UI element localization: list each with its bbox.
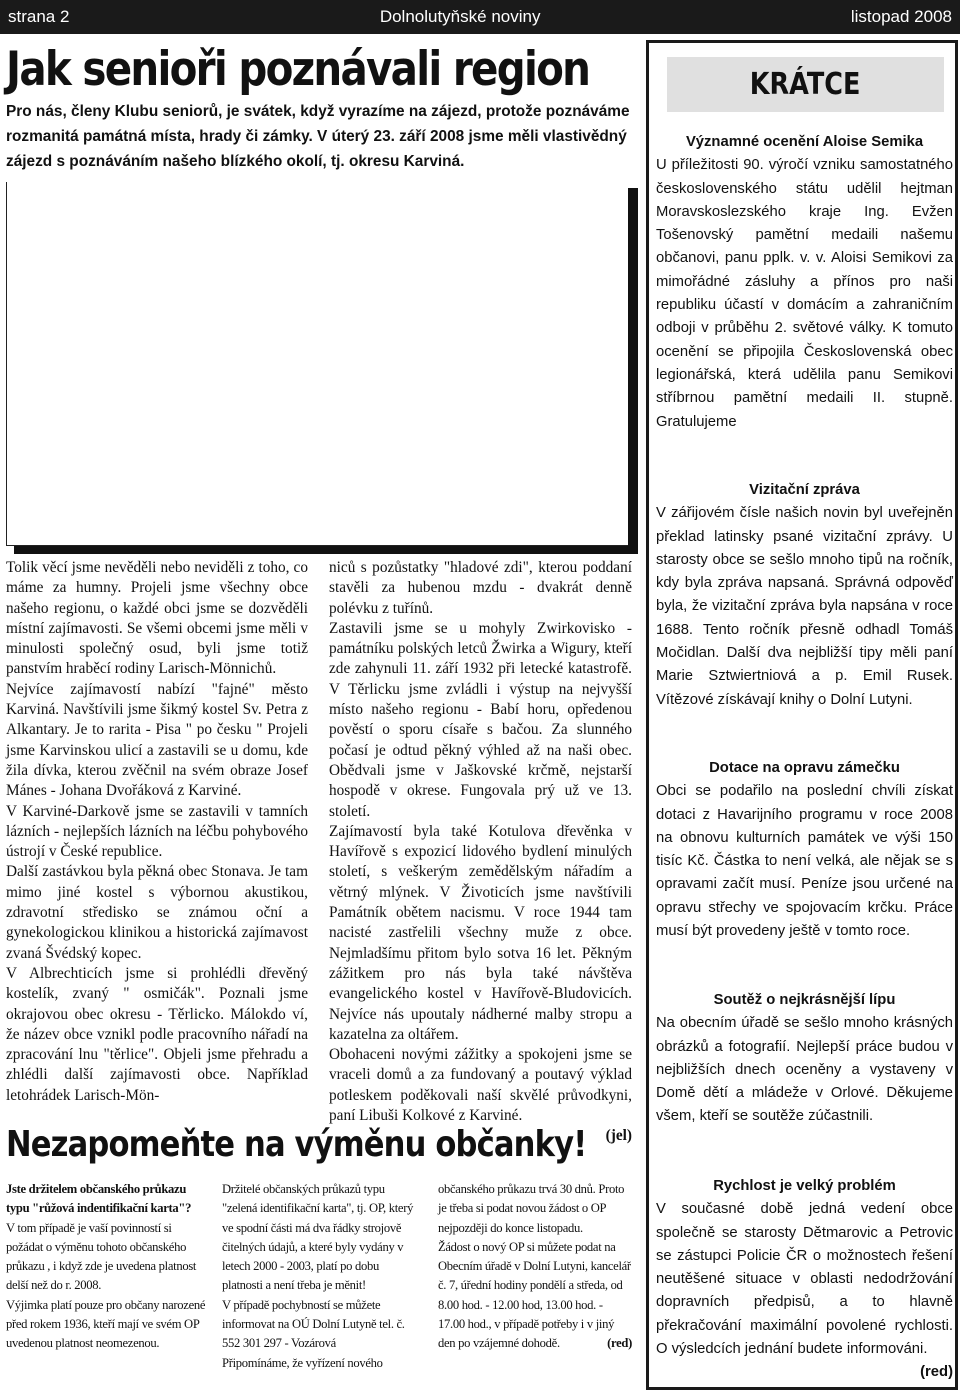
section-title: Dotace na opravu zámečku xyxy=(709,760,900,776)
section-text: Na obecním úřadě se sešlo mnoho krásných obrázků a fotografií. Nejlepší práce budou v nejbližších dnech oceněny a vystaveny v Domě dětí a mládeže v Orlové. Děkujeme všem, kteří se soutěže zúčastnili. xyxy=(656,1015,953,1125)
article-paragraph: Nejvíce zajímavostí nabízí "fajné" město Karviná. Navštívili jsme šikmý kostel Sv. Petra z Alkantary. Je to rarita - Pisa " po česku " Projeli jsme Karvinskou ulicí a zastavili se u domu, kde žila dívka, kterou zvěčnil na svém obraze Josef Mánes - Johana Dvořáková z Karviné. xyxy=(6,680,308,800)
sidebar-section-chateau-grant xyxy=(656,757,953,943)
sidebar-section-speeding xyxy=(656,1175,953,1385)
sidebar-section-award xyxy=(656,131,953,434)
page-number: strana 2 xyxy=(8,7,70,26)
section-title: Významné ocenění Aloise Semika xyxy=(685,134,924,150)
sidebar-title: KRÁTCE xyxy=(667,57,944,112)
notice-column-1 xyxy=(6,1180,206,1354)
notice-paragraph: V tom případě je vaší povinností si požádat o výměnu tohoto občanského průkazu , i když zde je uvedena platnost delší než do r. 2008. xyxy=(6,1220,197,1293)
article-paragraph: Zastavili jsme se u mohyly Zwirkovisko - památníku polských letců Žwirka a Wigury, kteří zde zahynuli 11. září 1932 při letecké katastrofě. V Těrlicku jsme zvládli i výstup na nejvyšší místo našeho regionu - Babí horu, opředenou pověstí o sporu císaře s bačou. Za slunného počasí je odtud pěkný výhled až na naši obec. Obědvali jsme v Jaškovské krčmě, nejstarší hospodě v okrese. Fungovala prý už ve 13. století. xyxy=(329,619,632,820)
section-title: Rychlost je velký problém xyxy=(713,1178,896,1194)
notice-paragraph: Držitelé občanských průkazů typu "zelená identifikační karta", tj. OP, který ve spodní části má dva řádky strojově čitelných údajů, a které byly vydány v letech 2000 - 2003, platí po dobu platnosti a není třeba je měnit! xyxy=(222,1182,414,1293)
article-paragraph: V Albrechticích jsme si prohlédli dřevěný kostelík, zvaný " osmičák". Poznali jsme okrajovou obec okresu - Těrlicko. Málokdo ví, že název obce vznikl podle pracovního nářadí na zpracování lnu "těrlice". Objeli jsme přehradu a zhlédli další zajímavosti obce. Například letohrádek Larisch-Mön- xyxy=(6,964,308,1104)
sidebar-section-linden-contest xyxy=(656,989,953,1129)
article-paragraph: Zajímavostí byla také Kotulova dřevěnka v Havířově s expozicí lidového bydlení minulých století, s veškerým zemědělským nářadím a větrný mlýnek. V Životicích jsme navštívili Památník obětem nacismu. V roce 1944 tam nacisté zastřelili všechny muže z obce. Nejmladšímu přitom bylo sotva 16 let. Pěkným zážitkem pro nás byla také návštěva evangelického kostel v Havířově-Bludovicích. Nejvíce nás upoutaly nádherné malby stropu a kazatelna za oltářem. xyxy=(329,822,632,1043)
notice-paragraph: V případě pochybností se můžete informovat na OÚ Dolní Lutyně tel. č. 552 301 297 - Vozárová xyxy=(222,1297,405,1351)
notice-signature: (red) xyxy=(607,1336,632,1351)
article-paragraph: Další zastávkou byla pěkná obec Stonava. Je tam mimo jiné kostel s výbornou akustikou, zdravotní středisko se známou oční a gynekologickou klinikou a historická zajímavost zvaná Švédský kopec. xyxy=(6,863,308,962)
section-text: U příležitosti 90. výročí vzniku samostatného československého státu udělil hejtman Moravskoslezského kraje Ing. Evžen Tošenovský pamětní medaili našemu občanovi, panu pplk. v. v. Aloisi Semikovi za mimořádné zásluhy a přínos pro naši republiku účastí v domácím a zahraničním odboji v průběhu 2. světové války. K tomuto ocenění se připojila Československá obec legionářská, která udělila panu Semikovi stříbrnou pamětní medaili II. stupně. Gratulujeme xyxy=(656,157,953,430)
article-paragraph: niců s pozůstatky "hladové zdi", kterou poddaní stavěli za hubenou mzdu - dvakrát denně polévku z tuřínů. xyxy=(329,559,632,617)
article-paragraph: V Karviné-Darkově jsme se zastavili v tamních lázních - nejlepších lázních na léčbu pohybového ústrojí v České republice. xyxy=(6,802,308,861)
news-sidebar xyxy=(646,40,958,1390)
article-column-2 xyxy=(329,558,632,1147)
notice-paragraph: Připomínáme, že vyřízení nového xyxy=(222,1355,383,1370)
notice-column-2 xyxy=(222,1180,422,1373)
article-column-1 xyxy=(6,558,308,1106)
article-paragraph: Tolik věcí jsme nevěděli nebo neviděli z toho, co máme za humny. Projeli jsme všechny obce našeho regionu, o každé obci jsme se dozvěděli místní zajímavosti. Se všemi obcemi jsme měli v minulosti společný osud, byli jsme totiž panstvím hraběcí rodiny Larisch-Mönnichů. xyxy=(6,559,308,678)
notice-column-3 xyxy=(438,1180,632,1354)
photo-shadow xyxy=(14,546,638,554)
notice-paragraph: Výjimka platí pouze pro občany narozené před rokem 1936, kteří mají ve svém OP uvedenou platnost neomezenou. xyxy=(6,1297,206,1351)
notice-headline: Nezapomeňte na výměnu občanky! xyxy=(6,1124,587,1165)
section-signature: (red) xyxy=(920,1364,953,1381)
article-headline: Jak senioři poznávali region xyxy=(6,42,590,97)
section-title: Vizitační zpráva xyxy=(749,482,860,498)
article-lead: Pro nás, členy Klubu seniorů, je svátek, když vyrazíme na zájezd, protože poznáváme rozmanitá památná místa, hrady či zámky. V úterý 23. září 2008 jsme měli vlastivědný zájezd s poznáváním našeho blízkého okolí, tj. okresu Karviná. xyxy=(6,103,630,170)
newspaper-name: Dolnolutyňské noviny xyxy=(379,7,541,26)
issue-date: listopad 2008 xyxy=(850,7,952,26)
sidebar-section-visitation xyxy=(656,479,953,712)
notice-paragraph xyxy=(438,1238,632,1354)
notice-question: Jste držitelem občanského průkazu typu "růžová indentifikační karta"? xyxy=(6,1182,192,1216)
notice-paragraph: občanského průkazu trvá 30 dnů. Proto je třeba si podat novou žádost o OP nejpozději do konce listopadu. xyxy=(438,1182,625,1235)
article-paragraph: Obohaceni novými zážitky a spokojeni jsme se vraceli domů a za fundovaný a poutavý výklad potleskem poděkovali naší skvělé průvodkyni, paní Libuši Kolkové z Karviné. xyxy=(329,1046,632,1125)
section-text: Obci se podařilo na poslední chvíli získat dotaci z Havarijního programu v roce 2008 na obnovu kulturních památek ve výši 150 tisíc Kč. Částka to není velká, ale nějak se s opravami začít musí. Peníze jsou určené na opravu střechy ve spojovacím krčku. Práce musí být provedeny ještě v tomto roce. xyxy=(656,783,953,940)
page-header-bar xyxy=(0,0,960,34)
photo-shadow xyxy=(628,188,638,552)
article-signature: (jel) xyxy=(605,1127,632,1145)
section-text: V současné době jedná vedení obce společně se starosty Dětmarovic a Petrovic se zástupci Policie ČR o možnostech řešení neutěšené situace v oblasti nedodržování dopravních předpisů, a to hlavně překračování maximální povolené rychlosti. O výsledcích jednání budete informováni. (red) xyxy=(656,1198,953,1361)
section-text: V zářijovém čísle našich novin byl uveřejněn překlad latinsky psané vizitační zprávy. U starosty obce se sešlo mnoho tipů na ročník, kdy byla zpráva napsaná. Správná odpověď byla, že vizitační zpráva byla napsána v roce 1688. Tento ročník přesně odhadl Tomáš Močidlan. Další dva nejbližší tipy měli paní Marie Sztwiertniová a p. Emil Rusek. Vítězové získávají knihy o Dolní Lutyni. xyxy=(656,505,953,708)
notice-text: Žádost o nový OP si můžete podat na Obecním úřadě v Dolní Lutyni, kancelář č. 7, úřední hodiny pondělí a středa, od 8.00 hod. - 12.00 hod, 13.00 hod. - 17.00 hod., v případě potřeby i v jiný den po vzájemné dohodě. xyxy=(438,1239,631,1351)
article-photo-placeholder xyxy=(6,182,628,546)
section-title: Soutěž o nejkrásnější lípu xyxy=(713,992,896,1008)
